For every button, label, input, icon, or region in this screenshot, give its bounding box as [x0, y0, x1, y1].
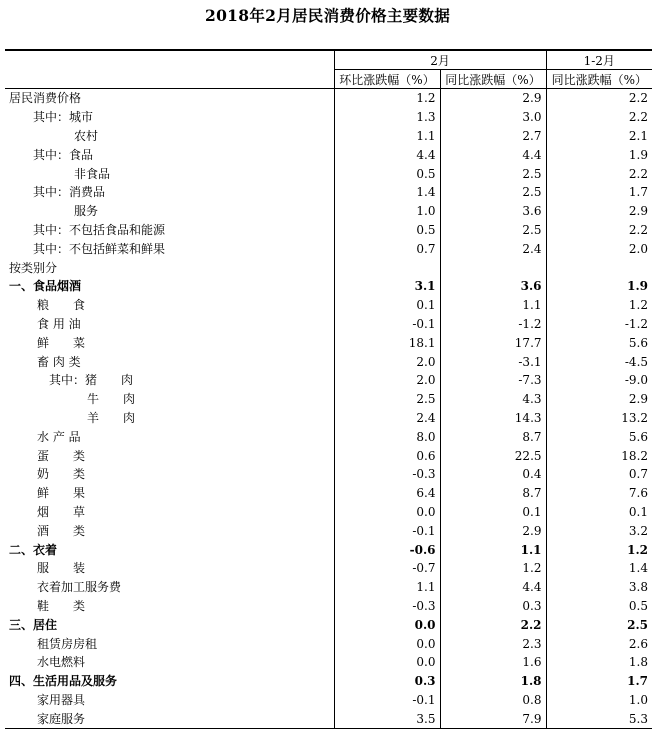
row-yoy-value: 1.8 — [440, 672, 546, 691]
row-label: 鲜 果 — [37, 486, 86, 501]
row-yoy-value: 2.9 — [440, 521, 546, 540]
row-mom-value: 1.0 — [334, 202, 440, 221]
row-label: 粮 食 — [37, 298, 86, 313]
row-mom-value: 0.0 — [334, 653, 440, 672]
table-row — [5, 352, 652, 371]
row-yoy-value: 2.9 — [440, 89, 546, 108]
table-row — [5, 333, 652, 352]
row-yoy-value: 2.2 — [440, 615, 546, 634]
row-cumulative-value: 2.9 — [546, 202, 652, 221]
row-mom-value: 0.7 — [334, 239, 440, 258]
row-label: 二、衣着 — [9, 542, 58, 557]
row-yoy-value: 17.7 — [440, 333, 546, 352]
row-label: 烟 草 — [37, 504, 86, 519]
header-group-february: 2月 — [334, 50, 546, 70]
row-mom-value: 1.1 — [334, 127, 440, 146]
row-mom-value: 0.0 — [334, 634, 440, 653]
row-cumulative-value: -4.5 — [546, 352, 652, 371]
row-cumulative-value: 3.2 — [546, 521, 652, 540]
table-body — [5, 89, 652, 729]
row-yoy-value: 22.5 — [440, 446, 546, 465]
table-row — [5, 446, 652, 465]
row-cumulative-value: 1.9 — [546, 145, 652, 164]
row-mom-value: 1.4 — [334, 183, 440, 202]
row-label: 四、生活用品及服务 — [9, 674, 118, 689]
row-label: 其中：消费品 — [33, 185, 106, 200]
row-yoy-value: -3.1 — [440, 352, 546, 371]
row-mom-value: -0.3 — [334, 597, 440, 616]
table-row — [5, 691, 652, 710]
row-label: 家用器具 — [37, 692, 86, 707]
table-row — [5, 427, 652, 446]
row-cumulative-value: 1.8 — [546, 653, 652, 672]
row-label: 畜 肉 类 — [37, 354, 81, 369]
row-mom-value: 2.0 — [334, 371, 440, 390]
table-row — [5, 202, 652, 221]
row-label: 家庭服务 — [5, 709, 334, 728]
table-row — [5, 540, 652, 559]
row-cumulative-value: 3.8 — [546, 578, 652, 597]
row-cumulative-value: 0.5 — [546, 597, 652, 616]
row-yoy-value: 1.1 — [440, 540, 546, 559]
row-mom-value: -0.3 — [334, 465, 440, 484]
table-row — [5, 390, 652, 409]
row-cumulative-value: 2.2 — [546, 221, 652, 240]
table-row — [5, 503, 652, 522]
row-mom-value: 0.5 — [334, 221, 440, 240]
row-mom-value: -0.1 — [334, 315, 440, 334]
row-mom-value: 0.5 — [334, 164, 440, 183]
row-yoy-value: 2.5 — [440, 164, 546, 183]
row-cumulative-value: 1.2 — [546, 540, 652, 559]
row-label: 非食品 — [74, 166, 111, 181]
row-label: 蛋 类 — [37, 448, 86, 463]
row-yoy-value — [440, 258, 546, 277]
row-cumulative-value: 5.6 — [546, 427, 652, 446]
row-cumulative-value: 2.2 — [546, 164, 652, 183]
table-row — [5, 183, 652, 202]
table-row — [5, 615, 652, 634]
row-mom-value: 0.0 — [334, 615, 440, 634]
row-label: 服 装 — [37, 561, 86, 576]
row-yoy-value: 14.3 — [440, 409, 546, 428]
row-cumulative-value: 1.7 — [546, 672, 652, 691]
row-cumulative-value: 5.6 — [546, 333, 652, 352]
table-row — [5, 653, 652, 672]
table-row — [5, 521, 652, 540]
table-row — [5, 465, 652, 484]
row-mom-value: 3.1 — [334, 277, 440, 296]
row-cumulative-value: 18.2 — [546, 446, 652, 465]
row-label: 其中：不包括食品和能源 — [33, 222, 166, 237]
row-yoy-value: 3.0 — [440, 108, 546, 127]
row-yoy-value: 1.2 — [440, 559, 546, 578]
row-mom-value: 4.4 — [334, 145, 440, 164]
row-yoy-value: 2.4 — [440, 239, 546, 258]
page-title: 2018年2月居民消费价格主要数据 — [204, 6, 451, 25]
row-label: 酒 类 — [37, 523, 86, 538]
row-label: 三、居住 — [9, 617, 58, 632]
row-yoy-value: 7.9 — [440, 709, 546, 728]
row-mom-value: 1.3 — [334, 108, 440, 127]
row-label: 按类别分 — [9, 260, 58, 275]
table-row — [5, 239, 652, 258]
row-cumulative-value: 1.4 — [546, 559, 652, 578]
row-cumulative-value: -1.2 — [546, 315, 652, 334]
row-label: 其中：不包括鲜菜和鲜果 — [33, 241, 166, 256]
row-cumulative-value: 5.3 — [546, 709, 652, 728]
table-row — [5, 672, 652, 691]
row-label: 其中：猪 肉 — [49, 373, 134, 388]
table-row — [5, 484, 652, 503]
row-cumulative-value: 1.0 — [546, 691, 652, 710]
row-yoy-value: 0.3 — [440, 597, 546, 616]
cpi-data-table — [5, 49, 652, 729]
table-row — [5, 409, 652, 428]
row-yoy-value: 8.7 — [440, 427, 546, 446]
row-cumulative-value: 2.2 — [546, 108, 652, 127]
row-cumulative-value: 2.2 — [546, 89, 652, 108]
table-row — [5, 258, 652, 277]
row-cumulative-value: 2.0 — [546, 239, 652, 258]
row-mom-value: -0.1 — [334, 691, 440, 710]
row-cumulative-value: 1.9 — [546, 277, 652, 296]
table-row — [5, 277, 652, 296]
row-mom-value: 2.5 — [334, 390, 440, 409]
row-label: 衣着加工服务费 — [37, 580, 122, 595]
row-mom-value — [334, 258, 440, 277]
header-row-columns — [5, 70, 652, 89]
table-row — [5, 127, 652, 146]
row-mom-value: 8.0 — [334, 427, 440, 446]
row-mom-value: 6.4 — [334, 484, 440, 503]
row-label: 食 用 油 — [37, 316, 81, 331]
row-mom-value: 1.1 — [334, 578, 440, 597]
row-yoy-value: 2.3 — [440, 634, 546, 653]
row-mom-value: 0.0 — [334, 503, 440, 522]
table-row — [5, 221, 652, 240]
header-blank-2 — [5, 70, 334, 89]
row-yoy-value: -1.2 — [440, 315, 546, 334]
row-cumulative-value: 2.1 — [546, 127, 652, 146]
row-mom-value: 1.2 — [334, 89, 440, 108]
header-mom-change: 环比涨跌幅（%） — [334, 70, 440, 89]
table-row — [5, 578, 652, 597]
table-row — [5, 296, 652, 315]
row-cumulative-value — [546, 258, 652, 277]
row-yoy-value: 0.8 — [440, 691, 546, 710]
table-row — [5, 597, 652, 616]
row-mom-value: -0.1 — [334, 521, 440, 540]
row-mom-value: 2.0 — [334, 352, 440, 371]
row-yoy-value: 2.5 — [440, 221, 546, 240]
row-cumulative-value: 13.2 — [546, 409, 652, 428]
row-yoy-value: 0.4 — [440, 465, 546, 484]
row-yoy-value: 0.1 — [440, 503, 546, 522]
table-row — [5, 371, 652, 390]
row-cumulative-value: -9.0 — [546, 371, 652, 390]
row-label: 羊 肉 — [87, 410, 136, 425]
row-mom-value: 3.5 — [334, 709, 440, 728]
table-row — [5, 145, 652, 164]
row-label: 鲜 菜 — [37, 335, 86, 350]
row-cumulative-value: 2.9 — [546, 390, 652, 409]
row-mom-value: 0.1 — [334, 296, 440, 315]
row-yoy-value: 1.1 — [440, 296, 546, 315]
header-group-jan-feb: 1-2月 — [546, 50, 652, 70]
row-label: 一、食品烟酒 — [9, 279, 82, 294]
header-row-groups — [5, 50, 652, 70]
header-cumulative-yoy-change: 同比涨跌幅（%） — [546, 70, 652, 89]
row-mom-value: 0.3 — [334, 672, 440, 691]
row-yoy-value: 2.7 — [440, 127, 546, 146]
row-label: 牛 肉 — [87, 392, 136, 407]
row-yoy-value: 3.6 — [440, 202, 546, 221]
row-label: 其中：食品 — [33, 147, 94, 162]
row-cumulative-value: 0.7 — [546, 465, 652, 484]
row-yoy-value: 4.3 — [440, 390, 546, 409]
header-yoy-change: 同比涨跌幅（%） — [440, 70, 546, 89]
row-yoy-value: 8.7 — [440, 484, 546, 503]
row-yoy-value: 1.6 — [440, 653, 546, 672]
table-row — [5, 108, 652, 127]
row-label: 居民消费价格 — [9, 91, 82, 106]
table-row — [5, 709, 652, 728]
row-label: 其中：城市 — [33, 110, 94, 125]
table-row — [5, 89, 652, 108]
row-label: 租赁房房租 — [37, 636, 98, 651]
row-label: 农村 — [74, 128, 99, 143]
row-label: 奶 类 — [37, 467, 86, 482]
row-yoy-value: 2.5 — [440, 183, 546, 202]
row-cumulative-value: 0.1 — [546, 503, 652, 522]
row-cumulative-value: 1.7 — [546, 183, 652, 202]
row-cumulative-value: 2.5 — [546, 615, 652, 634]
table-row — [5, 315, 652, 334]
row-yoy-value: 3.6 — [440, 277, 546, 296]
row-cumulative-value: 1.2 — [546, 296, 652, 315]
row-yoy-value: 4.4 — [440, 145, 546, 164]
table-row — [5, 634, 652, 653]
row-mom-value: 18.1 — [334, 333, 440, 352]
row-cumulative-value: 2.6 — [546, 634, 652, 653]
table-row — [5, 559, 652, 578]
row-mom-value: 0.6 — [334, 446, 440, 465]
row-label: 鞋 类 — [37, 598, 86, 613]
header-blank — [5, 50, 334, 70]
row-mom-value: 2.4 — [334, 409, 440, 428]
row-mom-value: -0.6 — [334, 540, 440, 559]
row-label: 水电燃料 — [37, 655, 86, 670]
row-label: 服务 — [74, 204, 99, 219]
row-yoy-value: 4.4 — [440, 578, 546, 597]
row-yoy-value: -7.3 — [440, 371, 546, 390]
row-cumulative-value: 7.6 — [546, 484, 652, 503]
table-row — [5, 164, 652, 183]
row-mom-value: -0.7 — [334, 559, 440, 578]
row-label: 水 产 品 — [37, 429, 81, 444]
